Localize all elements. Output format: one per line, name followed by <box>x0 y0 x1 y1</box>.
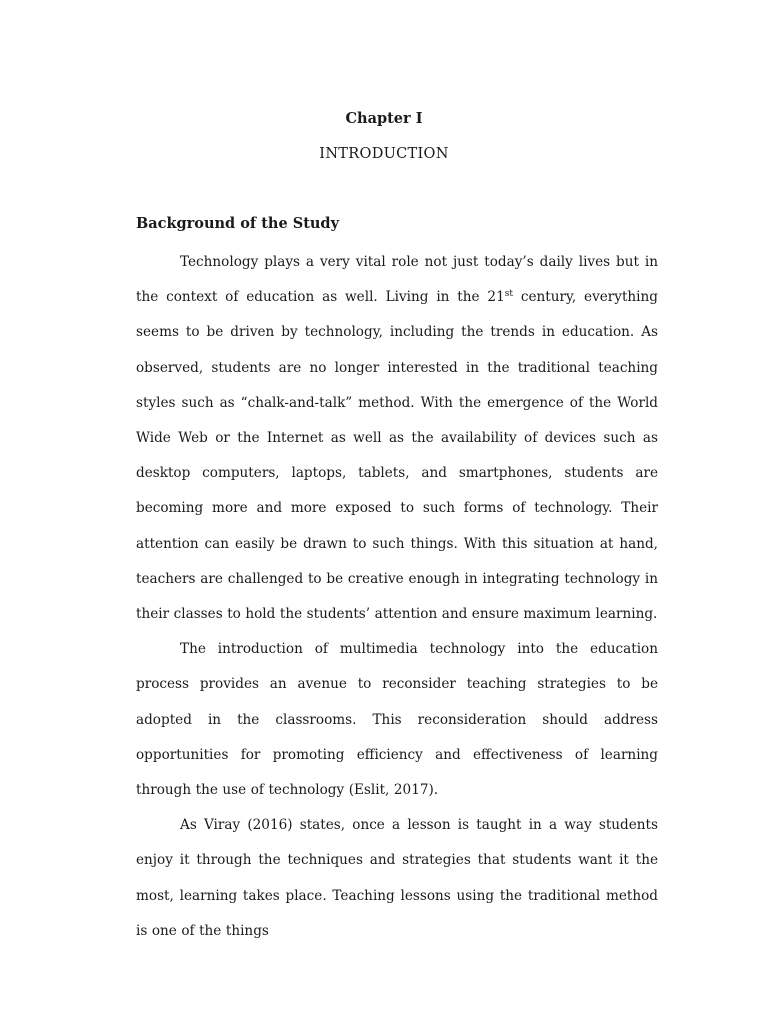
paragraph-1-text-start: Technology plays a very vital role not just today’s daily lives but in the context of education as well. Living in the 21 <box>136 254 658 306</box>
paragraph-1 <box>136 245 658 632</box>
paragraph-1-text-end: century, everything seems to be driven by technology, including the trends in education. As observed, students are no longer interested in the traditional teaching styles such as “chalk-and-talk” method. With the emergence of the World Wide Web or the Internet as well as the availability of devices such as desktop computers, laptops, tablets, and smartphones, students are becoming more and more exposed to such forms of technology. Their attention can easily be drawn to such things. With this situation at hand, teachers are challenged to be creative enough in integrating technology in their classes to hold the students’ attention and ensure maximum learning. <box>136 289 658 623</box>
ordinal-suffix: st <box>504 289 513 300</box>
chapter-number: Chapter I <box>345 110 423 127</box>
section-heading: Background of the Study <box>136 215 339 232</box>
body-text <box>136 245 658 949</box>
chapter-title: INTRODUCTION <box>319 146 449 162</box>
paragraph-3: As Viray (2016) states, once a lesson is taught in a way students enjoy it through the techniques and strategies that students want it the most, learning takes place. Teaching lessons using the traditional method is one of the things <box>136 817 658 939</box>
paragraph-2: The introduction of multimedia technology into the education process provides an avenue to reconsider teaching strategies to be adopted in the classrooms. This reconsideration should address opportunities for promoting efficiency and effectiveness of learning through the use of technology (Eslit, 2017). <box>136 641 658 799</box>
